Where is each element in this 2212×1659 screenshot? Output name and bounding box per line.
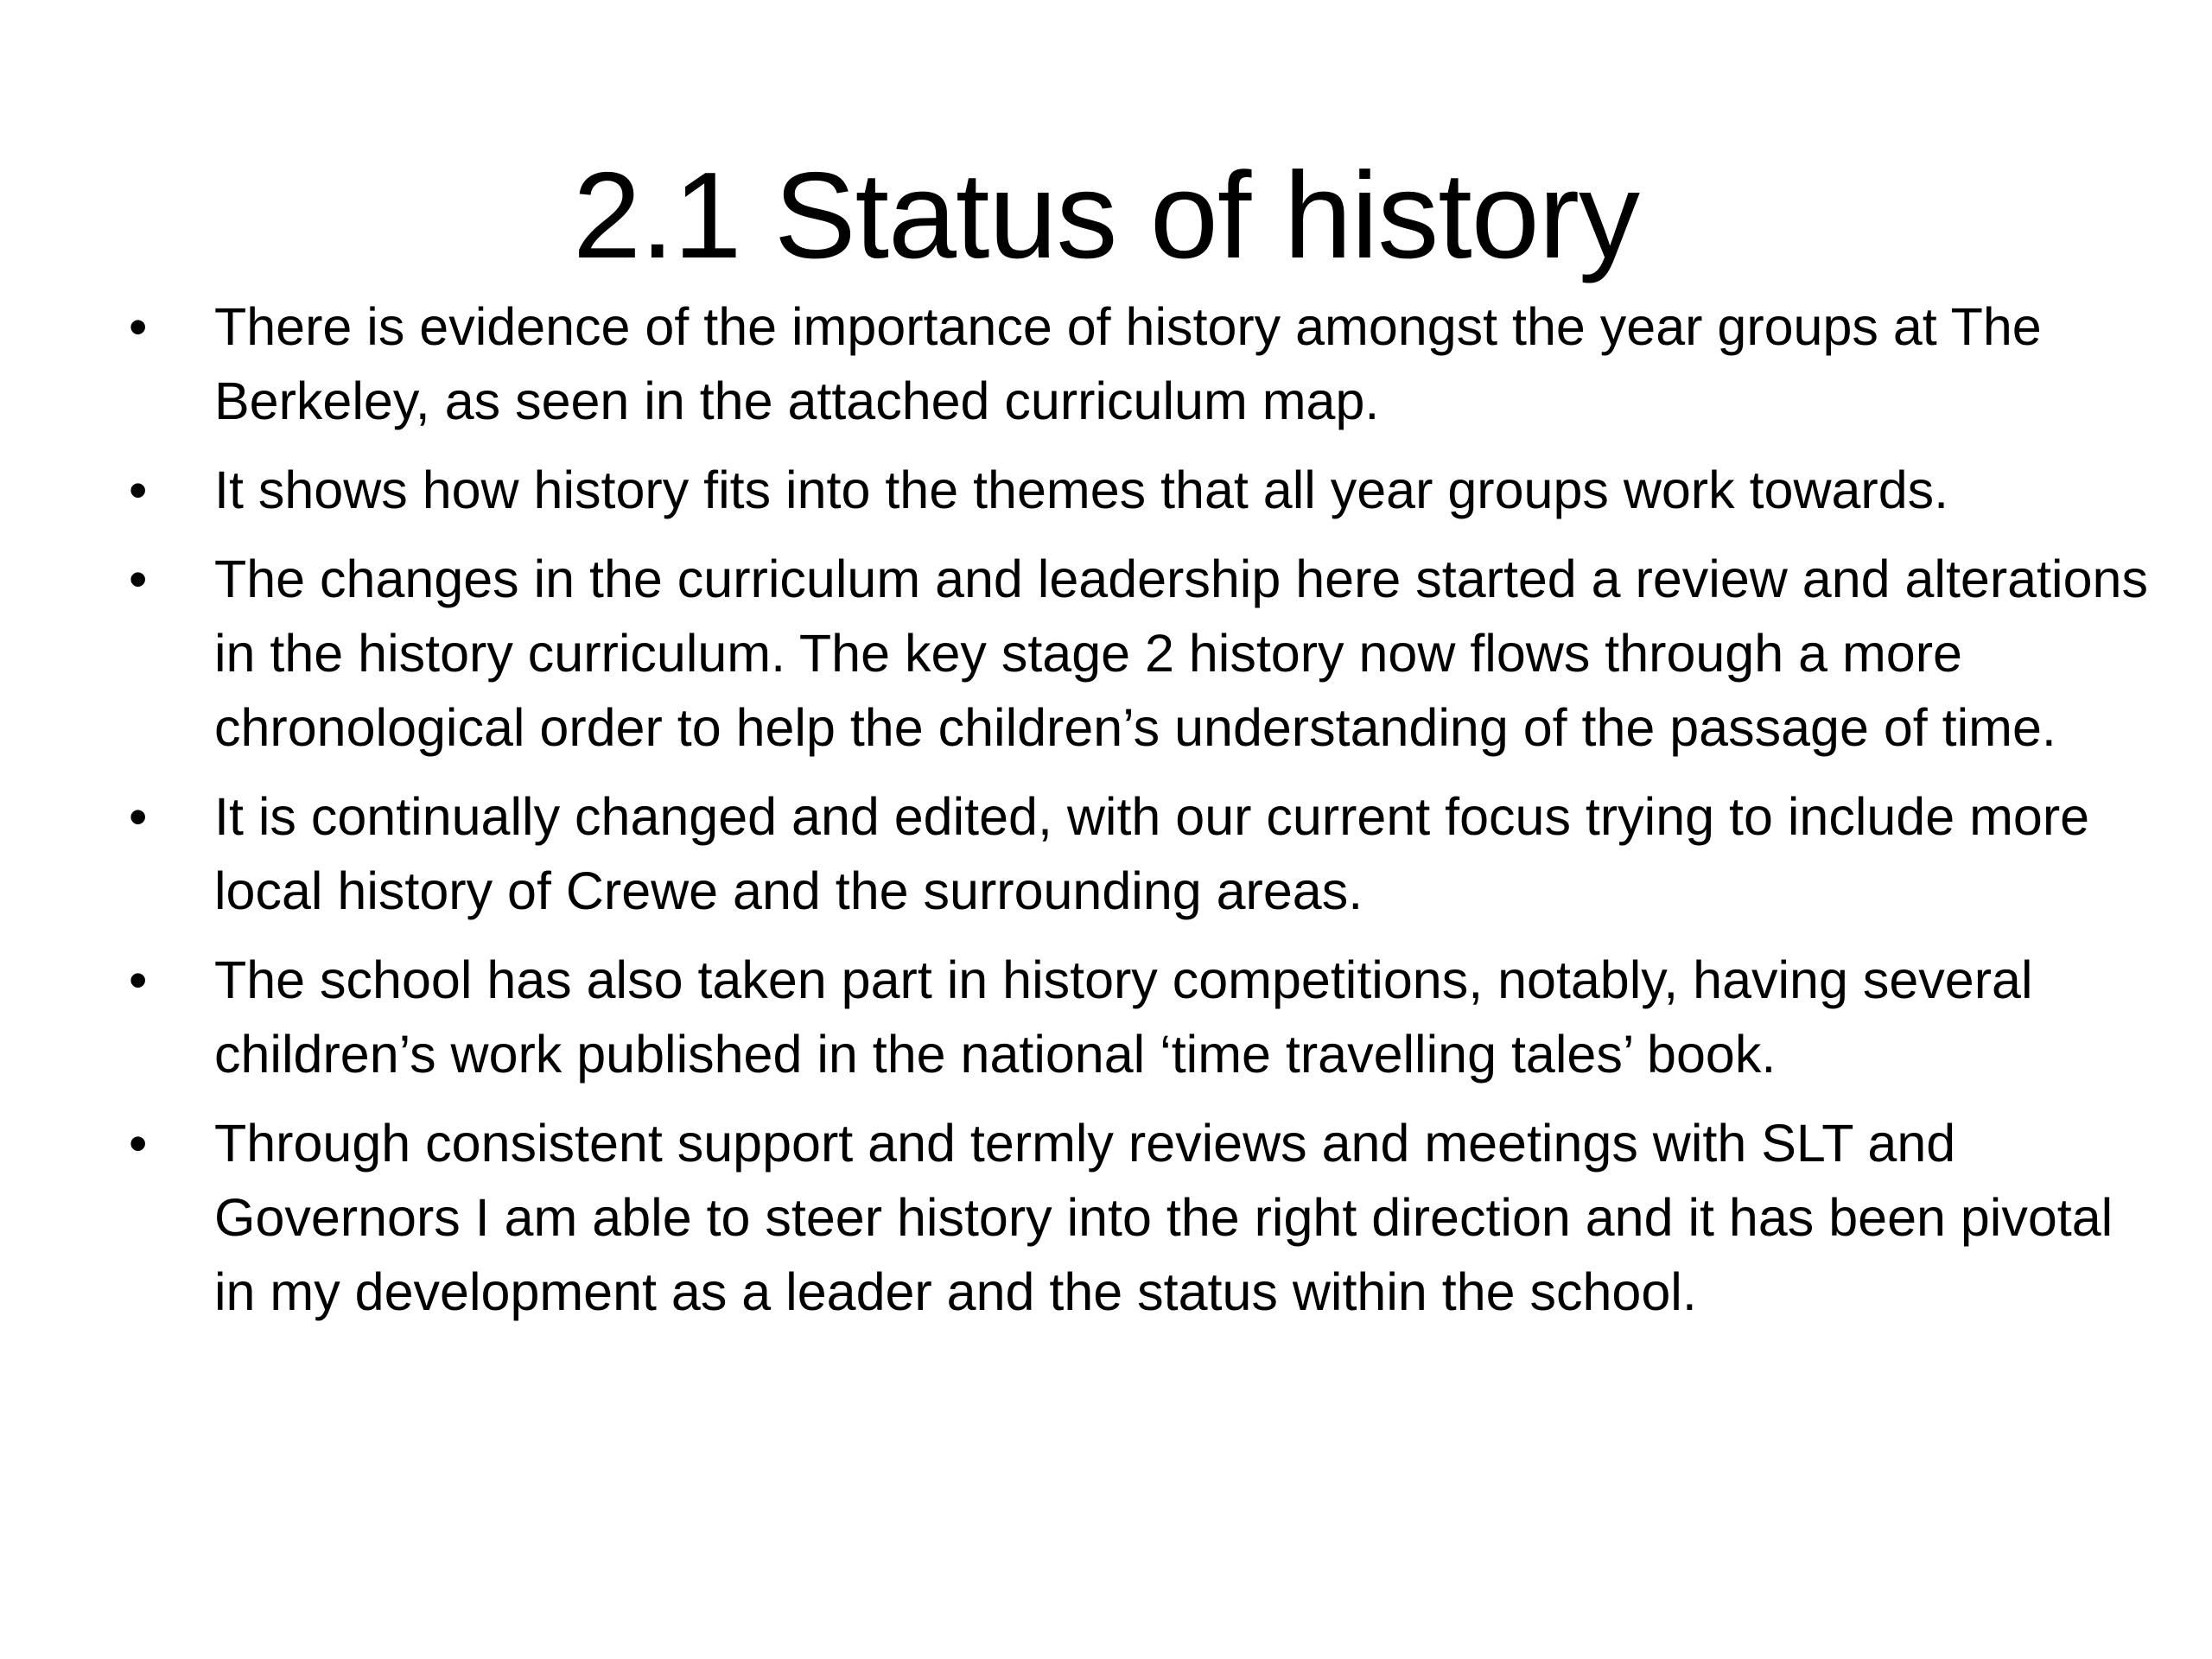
list-item <box>0 289 2212 438</box>
bullet-text: There is evidence of the importance of history amongst the year groups at The Berkeley, as seen in the attached curriculum map. <box>214 297 2042 430</box>
bullet-text: The school has also taken part in history competitions, notably, having several children’s work published in the national ‘time travelling tales’ book. <box>214 950 2033 1084</box>
slide-title: 2.1 Status of history <box>573 147 1639 284</box>
bullet-list <box>0 289 2212 1344</box>
list-item <box>0 779 2212 928</box>
bullet-text: The changes in the curriculum and leadership here started a review and alterations in the history curriculum. The key stage 2 history now flows through a more chronological order to help the children’s understanding of the passage of time. <box>214 550 2148 757</box>
list-item <box>0 542 2212 765</box>
bullet-icon: • <box>129 550 148 608</box>
bullet-icon: • <box>129 950 148 1009</box>
list-item <box>0 453 2212 527</box>
bullet-icon: • <box>129 461 148 519</box>
bullet-icon: • <box>129 297 148 356</box>
bullet-text: It shows how history fits into the themes that all year groups work towards. <box>214 461 1949 519</box>
list-item <box>0 943 2212 1091</box>
list-item <box>0 1106 2212 1329</box>
bullet-icon: • <box>129 1114 148 1173</box>
bullet-text: It is continually changed and edited, with our current focus trying to include more local history of Crewe and the surrounding areas. <box>214 787 2090 920</box>
bullet-icon: • <box>129 787 148 846</box>
bullet-text: Through consistent support and termly reviews and meetings with SLT and Governors I am able to steer history into the right direction and it has been pivotal in my development as a leader and the status within the school. <box>214 1114 2113 1321</box>
